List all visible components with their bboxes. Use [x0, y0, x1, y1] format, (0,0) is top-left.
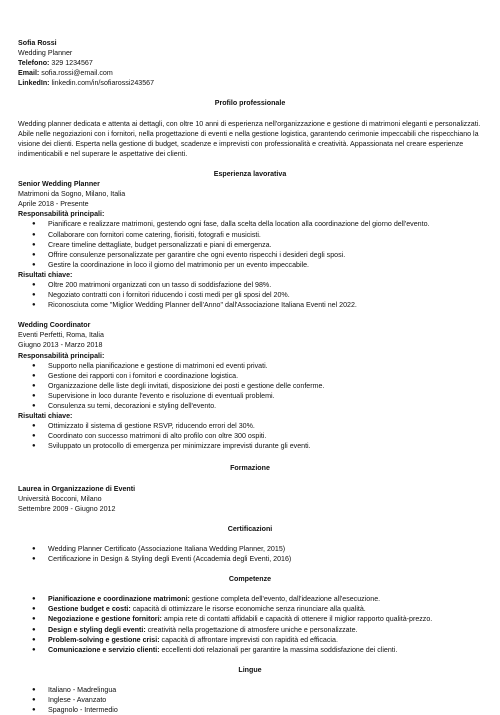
education-entry — [18, 484, 482, 514]
linkedin-line — [18, 78, 482, 88]
list-item — [18, 604, 482, 614]
job-role: Senior Wedding Planner — [18, 180, 100, 189]
full-name: Sofia Rossi — [18, 39, 57, 47]
responsibilities-label: Responsabilità principali: — [18, 351, 105, 360]
education-title: Formazione — [230, 464, 270, 473]
list-item: ● Ottimizzato il sistema di gestione RSVP, riducendo errori del 30%. — [18, 421, 482, 431]
job-company: Eventi Perfetti, Roma, Italia — [18, 331, 104, 340]
school-name: Università Bocconi, Milano — [18, 494, 102, 503]
linkedin-value[interactable]: linkedin.com/in/sofiarossi243567 — [51, 79, 155, 88]
email-value[interactable]: sofia.rossi@email.com — [41, 69, 113, 78]
list-item — [18, 594, 482, 604]
skill-label: Negoziazione e gestione fornitori: — [48, 615, 162, 624]
job-dates: Giugno 2013 - Marzo 2018 — [18, 341, 103, 350]
phone-line — [18, 58, 482, 68]
phone-value: 329 1234567 — [51, 59, 93, 68]
languages-list — [18, 685, 482, 715]
certifications-list — [18, 544, 482, 564]
profile-title: Profilo professionale — [214, 99, 286, 108]
skill-label: Comunicazione e servizio clienti: — [48, 645, 160, 654]
job-dates: Aprile 2018 - Presente — [18, 200, 89, 209]
list-item: ● Coordinato con successo matrimoni di alto profilo con oltre 300 ospiti. — [18, 431, 482, 441]
education-dates: Settembre 2009 - Giugno 2012 — [18, 504, 116, 513]
skill-text: ampia rete di contatti affidabili e capacità di ottenere il miglior rapporto qualità-prezzo. — [161, 615, 433, 624]
profile-text: Wedding planner dedicata e attenta ai dettagli, con oltre 10 anni di esperienza nell'organizzazione e gestione di matrimoni eleganti e personalizzati. Abile nelle negoziazioni con i fornitori, nella progettazione di eventi e nella gestione logistica, garantendo cerimonie impeccabili che rispecchiano la visione dei clienti. Esperta nella gestione di budget, scadenze e imprevisti con professionalità e creatività. Appassionata nel creare esperienze indimenticabili e nel superare le aspettative dei clienti. — [18, 119, 481, 158]
list-item: ● Consulenza su temi, decorazioni e styling dell'evento. — [18, 401, 482, 411]
skill-text: creatività nella progettazione di atmosfere uniche e personalizzate. — [145, 625, 358, 634]
list-item: ● Gestire la coordinazione in loco il giorno del matrimonio per un evento impeccabile. — [18, 260, 482, 270]
skill-text: eccellenti doti relazionali per garantire la massima soddisfazione dei clienti. — [159, 645, 398, 654]
phone-label: Telefono: — [18, 59, 50, 68]
list-item — [18, 645, 482, 655]
list-item: ● Offrire consulenze personalizzate per garantire che ogni evento rispecchi i desideri degli sposi. — [18, 250, 482, 260]
list-item: ● Creare timeline dettagliate, budget personalizzati e piani di emergenza. — [18, 240, 482, 250]
job-entry-1 — [18, 179, 482, 310]
list-item: ● Organizzazione delle liste degli invitati, disposizione dei posti e gestione delle conferme. — [18, 381, 482, 391]
linkedin-label: LinkedIn: — [18, 79, 50, 88]
contact-header — [18, 38, 482, 88]
skill-label: Pianificazione e coordinazione matrimoni: — [48, 595, 190, 604]
job-entry-2 — [18, 320, 482, 451]
list-item: ● Inglese - Avanzato — [18, 695, 482, 705]
list-item: ● Sviluppato un protocollo di emergenza per minimizzare imprevisti durante gli eventi. — [18, 441, 482, 451]
skill-text: gestione completa dell'evento, dall'ideazione all'esecuzione. — [189, 595, 381, 604]
job-company: Matrimoni da Sogno, Milano, Italia — [18, 190, 126, 199]
list-item — [18, 625, 482, 635]
list-item: ● Spagnolo - Intermedio — [18, 705, 482, 715]
list-item: ● Collaborare con fornitori come catering, fiorisiti, fotografi e musicisti. — [18, 230, 482, 240]
degree-name: Laurea in Organizzazione di Eventi — [18, 484, 136, 493]
list-item: ● Riconosciuta come "Miglior Wedding Planner dell'Anno" dall'Associazione Italiana Eventi nel 2022. — [18, 300, 482, 310]
skills-list — [18, 594, 482, 655]
list-item: ● Italiano - Madrelingua — [18, 685, 482, 695]
list-item: ● Wedding Planner Certificato (Associazione Italiana Wedding Planner, 2015) — [18, 544, 482, 554]
skill-label: Problem-solving e gestione crisi: — [48, 635, 160, 644]
results-list — [18, 280, 482, 310]
list-item — [18, 635, 482, 645]
languages-title: Lingue — [238, 665, 262, 674]
results-list — [18, 421, 482, 451]
job-title: Wedding Planner — [18, 49, 73, 58]
results-label: Risultati chiave: — [18, 270, 73, 279]
skill-label: Gestione budget e costi: — [48, 605, 131, 614]
list-item: ● Supporto nella pianificazione e gestione di matrimoni ed eventi privati. — [18, 361, 482, 371]
responsibilities-label: Responsabilità principali: — [18, 210, 105, 219]
responsibilities-list — [18, 361, 482, 411]
responsibilities-list — [18, 219, 482, 269]
results-label: Risultati chiave: — [18, 412, 73, 421]
job-role: Wedding Coordinator — [18, 321, 91, 330]
list-item: ● Certificazione in Design & Styling degli Eventi (Accademia degli Eventi, 2016) — [18, 554, 482, 564]
skills-title: Competenze — [228, 575, 272, 584]
email-line — [18, 68, 482, 78]
list-item: ● Gestione dei rapporti con i fornitori e coordinazione logistica. — [18, 371, 482, 381]
skill-text: capacità di affrontare imprevisti con rapidità ed efficacia. — [159, 635, 338, 644]
skill-label: Design e styling degli eventi: — [48, 625, 146, 634]
email-label: Email: — [18, 69, 40, 78]
list-item — [18, 614, 482, 624]
list-item: ● Supervisione in loco durante l'evento e risoluzione di eventuali problemi. — [18, 391, 482, 401]
list-item: ● Negoziato contratti con i fornitori riducendo i costi medi per gli sposi del 20%. — [18, 290, 482, 300]
experience-title: Esperienza lavorativa — [213, 169, 287, 178]
skill-text: capacità di ottimizzare le risorse economiche senza rinunciare alla qualità. — [130, 605, 366, 614]
certifications-title: Certificazioni — [227, 524, 273, 533]
list-item: ● Pianificare e realizzare matrimoni, gestendo ogni fase, dalla scelta della location alla coordinazione del giorno dell'evento. — [18, 219, 482, 229]
list-item: ● Oltre 200 matrimoni organizzati con un tasso di soddisfazione del 98%. — [18, 280, 482, 290]
